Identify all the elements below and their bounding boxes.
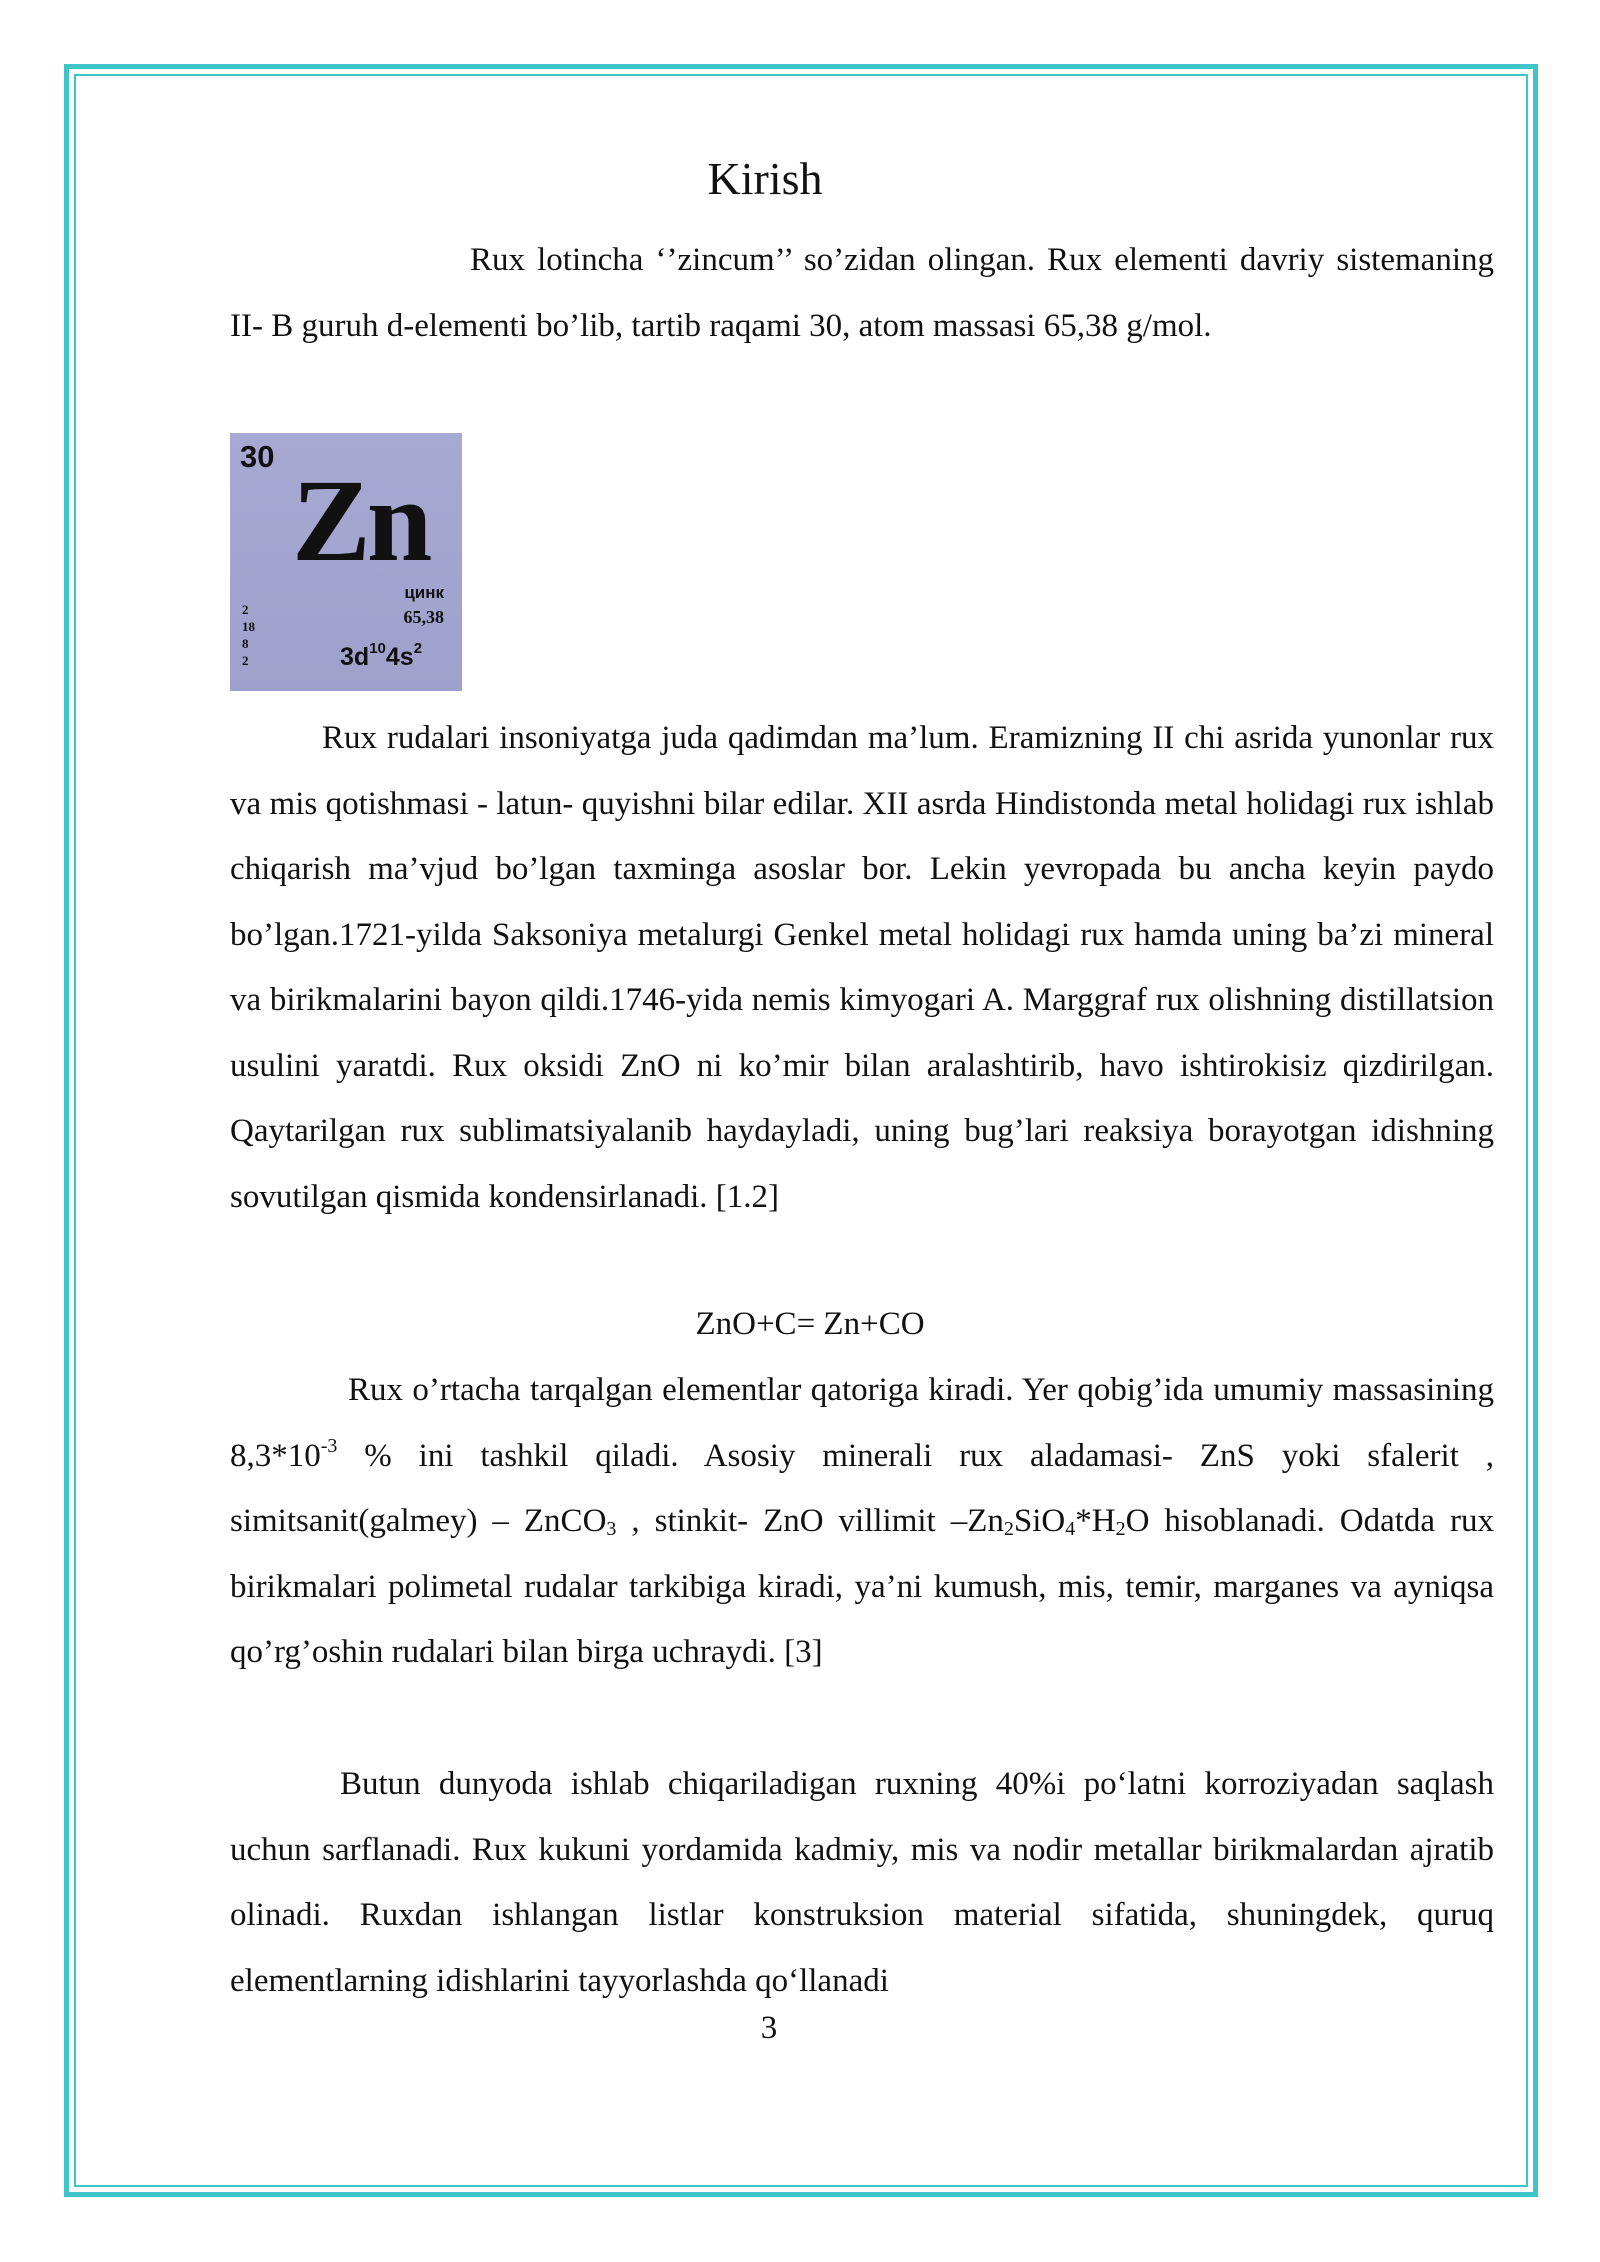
electron-configuration: $3d^{10}4s^2$ [340, 640, 423, 671]
reaction-formula: ZnO+C= Zn+CO [695, 1306, 925, 1342]
paragraph-history: Rux rudalari insoniyatga juda qadimdan ma’lum. Eramizning II chi asrida yunonlar rux va mis qotishmasi - latun- quyishni bilar edilar. XII asrda Hindistonda metal holidagi rux ishlab chiqarish ma’vjud bo’lgan taxminga asoslar bor. Lekin yevropada bu ancha keyin paydo bo’lgan.1721-yilda Saksoniya metalurgi Genkel metal holidagi rux hamda uning ba’zi mineral va birikmalarini bayon qildi.1746-yida nemis kimyogari A. Marggraf rux olishning distillatsion usulini yaratdi. Rux oksidi ZnO ni ko’mir bilan aralashtirib, havo ishtirokisiz qizdirilgan. Qaytarilgan rux sublimatsiyalanib haydayladi, uning bug’lari reaksiya borayotgan idishning sovutilgan qismida kondensirlanadi. [1.2] [230, 720, 1494, 1215]
zinc-element-tile [230, 433, 462, 691]
shell-value: 2 [242, 602, 249, 617]
shell-value: 8 [242, 636, 249, 651]
paragraph-occurrence: Rux o’rtacha tarqalgan elementlar qatoriga kiradi. Yer qobig’ida umumiy massasining $8,3*10^{-3}$ % ini tashkil qiladi. Asosiy minerali rux aladamasi- ZnS yoki sfalerit , simitsanit(galmey) – ZnCO$_3$ , stinkit- ZnO villimit $-Zn_2SiO_4*H_2O$ hisoblanadi. Odatda rux birikmalari polimetal rudalar tarkibiga kiradi, ya’ni kumush, mis, temir, marganes va ayniqsa qo’rg’oshin rudalari bilan birga uchraydi. [3] [230, 1372, 1494, 1670]
atomic-mass: 65,38 [403, 607, 444, 627]
shell-value: 2 [242, 653, 249, 668]
paragraph-intro: Rux lotincha ‘’zincum’’ so’zidan olingan. Rux elementi davriy sistemaning II- B guruh d-elementi bo’lib, tartib raqami 30, atom massasi 65,38 g/mol. [230, 242, 1494, 344]
atomic-number: 30 [240, 439, 275, 474]
electron-shells [242, 601, 255, 669]
shell-value: 18 [242, 619, 255, 634]
element-symbol: Zn [292, 455, 429, 586]
paragraph-usage: Butun dunyoda ishlab chiqariladigan ruxning 40%i po‘latni korroziyadan saqlash uchun sarflanadi. Rux kukuni yordamida kadmiy, mis va nodir metallar birikmalardan ajratib olinadi. Ruxdan ishlangan listlar konstruksion material sifatida, shuningdek, quruq elementlarning idishlarini tayyorlashda qo‘llanadi [230, 1766, 1494, 1999]
page-title: Kirish [707, 153, 823, 204]
page-number: 3 [760, 2010, 778, 2046]
element-name: цинк [404, 583, 444, 602]
